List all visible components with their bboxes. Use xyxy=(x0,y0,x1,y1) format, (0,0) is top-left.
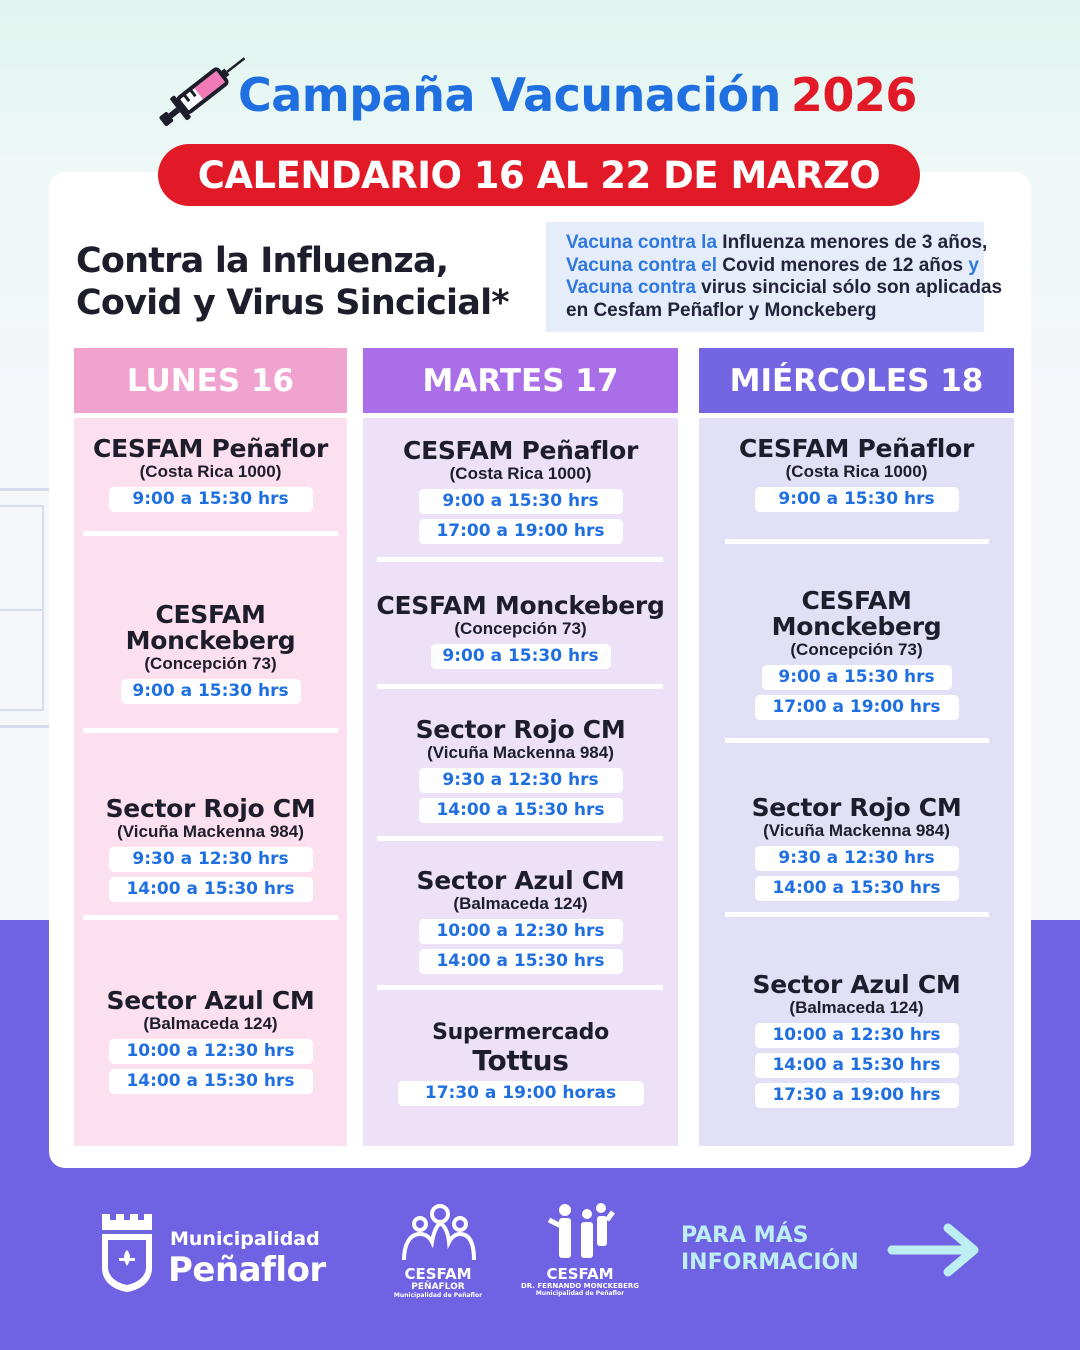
location-block xyxy=(363,868,678,974)
logo2-footer: Municipalidad de Peñaflor xyxy=(535,1290,625,1297)
location-block xyxy=(699,795,1014,901)
location-name-line-1: Supermercado xyxy=(432,1020,609,1045)
location-address: (Balmaceda 124) xyxy=(453,894,588,913)
time-slot: 9:00 a 15:30 hrs xyxy=(762,665,952,690)
municipality-label: Municipalidad xyxy=(170,1228,320,1250)
logo2-title: CESFAM xyxy=(546,1265,614,1283)
divider xyxy=(377,557,663,562)
location-address: (Concepción 73) xyxy=(454,619,587,638)
subtitle-line-1: Contra la Influenza, xyxy=(76,241,449,281)
day-column-wednesday xyxy=(699,418,1014,1146)
divider xyxy=(377,684,663,689)
window-decoration xyxy=(0,488,55,728)
divider xyxy=(725,539,989,544)
location-address: (Costa Rica 1000) xyxy=(139,462,282,481)
syringe-icon xyxy=(146,48,250,138)
date-range-banner: CALENDARIO 16 AL 22 DE MARZO xyxy=(158,144,920,206)
location-block xyxy=(363,593,678,669)
location-address: (Vicuña Mackenna 984) xyxy=(763,821,950,840)
location-block xyxy=(699,436,1014,512)
subtitle-line-2: Covid y Virus Sincicial* xyxy=(76,283,509,323)
location-name: CESFAM Peñaflor xyxy=(739,434,974,463)
location-name: Sector Rojo CM xyxy=(105,794,316,823)
location-block xyxy=(699,588,1014,720)
location-block xyxy=(363,1020,678,1106)
divider xyxy=(725,738,989,743)
time-slot: 14:00 a 15:30 hrs xyxy=(109,1069,313,1094)
more-info-text xyxy=(681,1222,859,1276)
day-header-monday: LUNES 16 xyxy=(74,348,347,413)
location-address: (Costa Rica 1000) xyxy=(449,464,592,483)
time-slot: 17:00 a 19:00 hrs xyxy=(755,695,959,720)
divider xyxy=(83,728,338,733)
location-address: (Concepción 73) xyxy=(790,640,923,659)
time-slot: 9:30 a 12:30 hrs xyxy=(755,846,959,871)
location-name-line-1: CESFAM xyxy=(801,586,912,615)
day-column-monday xyxy=(74,418,347,1146)
time-slot: 9:00 a 15:30 hrs xyxy=(109,487,313,512)
location-name: Sector Azul CM xyxy=(416,866,625,895)
day-header-tuesday: MARTES 17 xyxy=(363,348,678,413)
location-address: (Costa Rica 1000) xyxy=(785,462,928,481)
location-name-line-1: CESFAM xyxy=(155,600,266,629)
divider xyxy=(377,836,663,841)
time-slot: 9:00 a 15:30 hrs xyxy=(431,644,611,669)
location-name-line-2: Monckeberg xyxy=(771,612,942,641)
time-slot: 17:30 a 19:00 horas xyxy=(398,1081,644,1106)
location-address: (Balmaceda 124) xyxy=(143,1014,278,1033)
location-address: (Balmaceda 124) xyxy=(789,998,924,1017)
logo1-footer: Municipalidad de Peñaflor xyxy=(393,1292,483,1299)
location-block xyxy=(363,438,678,544)
note-line-1: Vacuna contra la Influenza menores de 3 años, xyxy=(566,232,988,253)
location-address: (Vicuña Mackenna 984) xyxy=(117,822,304,841)
note-line-4: en Cesfam Peñaflor y Monckeberg xyxy=(566,299,877,321)
time-slot: 14:00 a 15:30 hrs xyxy=(419,798,623,823)
day-header-wednesday: MIÉRCOLES 18 xyxy=(699,348,1014,413)
note-line-2: Vacuna contra el Covid menores de 12 años y xyxy=(566,254,979,276)
time-slot: 10:00 a 12:30 hrs xyxy=(419,919,623,944)
time-slot: 14:00 a 15:30 hrs xyxy=(109,877,313,902)
time-slot: 17:00 a 19:00 hrs xyxy=(419,519,623,544)
cesfam-monckeberg-logo xyxy=(520,1200,640,1298)
logo1-subtitle: PEÑAFLOR xyxy=(411,1282,465,1292)
divider xyxy=(377,985,663,990)
time-slot: 9:30 a 12:30 hrs xyxy=(419,768,623,793)
arrow-right-icon[interactable] xyxy=(886,1222,984,1278)
vaccine-subtitle xyxy=(76,240,546,324)
location-name-line-2: Tottus xyxy=(472,1044,569,1077)
time-slot: 14:00 a 15:30 hrs xyxy=(755,1053,959,1078)
location-block xyxy=(74,988,347,1094)
location-block xyxy=(74,602,347,704)
divider xyxy=(725,912,989,917)
municipal-shield-icon xyxy=(98,1208,156,1294)
location-name: CESFAM Peñaflor xyxy=(403,436,638,465)
location-name: Sector Azul CM xyxy=(106,986,315,1015)
people-logo-icon xyxy=(545,1200,615,1262)
time-slot: 9:30 a 12:30 hrs xyxy=(109,847,313,872)
time-slot: 9:00 a 15:30 hrs xyxy=(121,679,301,704)
time-slot: 9:00 a 15:30 hrs xyxy=(419,489,623,514)
location-name: Sector Rojo CM xyxy=(415,715,626,744)
more-info-line-1: PARA MÁS xyxy=(681,1223,809,1248)
family-logo-icon xyxy=(396,1204,480,1262)
divider xyxy=(83,915,338,920)
location-name: CESFAM Monckeberg xyxy=(376,591,665,620)
time-slot: 9:00 a 15:30 hrs xyxy=(755,487,959,512)
time-slot: 14:00 a 15:30 hrs xyxy=(419,949,623,974)
campaign-title-text: Campaña Vacunación xyxy=(238,68,781,122)
vaccine-note xyxy=(546,222,1003,332)
divider xyxy=(83,531,338,536)
time-slot: 14:00 a 15:30 hrs xyxy=(755,876,959,901)
campaign-year: 2026 xyxy=(790,68,917,122)
campaign-title xyxy=(238,68,917,134)
more-info-line-2: INFORMACIÓN xyxy=(681,1250,859,1275)
location-name: CESFAM Peñaflor xyxy=(93,434,328,463)
location-block xyxy=(74,796,347,902)
location-block xyxy=(74,436,347,512)
location-address: (Vicuña Mackenna 984) xyxy=(427,743,614,762)
time-slot: 10:00 a 12:30 hrs xyxy=(755,1023,959,1048)
time-slot: 10:00 a 12:30 hrs xyxy=(109,1039,313,1064)
location-block xyxy=(363,717,678,823)
location-name: Sector Rojo CM xyxy=(751,793,962,822)
logo2-subtitle: DR. FERNANDO MONCKEBERG xyxy=(520,1282,640,1290)
time-slot: 17:30 a 19:00 hrs xyxy=(755,1083,959,1108)
location-name-line-2: Monckeberg xyxy=(125,626,296,655)
cesfam-penaflor-logo xyxy=(388,1204,488,1300)
logo1-title: CESFAM xyxy=(404,1265,472,1283)
location-address: (Concepción 73) xyxy=(144,654,277,673)
note-line-3: Vacuna contra virus sincicial sólo son aplicadas xyxy=(566,277,1003,298)
location-name: Sector Azul CM xyxy=(752,970,961,999)
location-block xyxy=(699,972,1014,1108)
day-column-tuesday xyxy=(363,418,678,1146)
municipality-name: Peñaflor xyxy=(168,1250,326,1290)
